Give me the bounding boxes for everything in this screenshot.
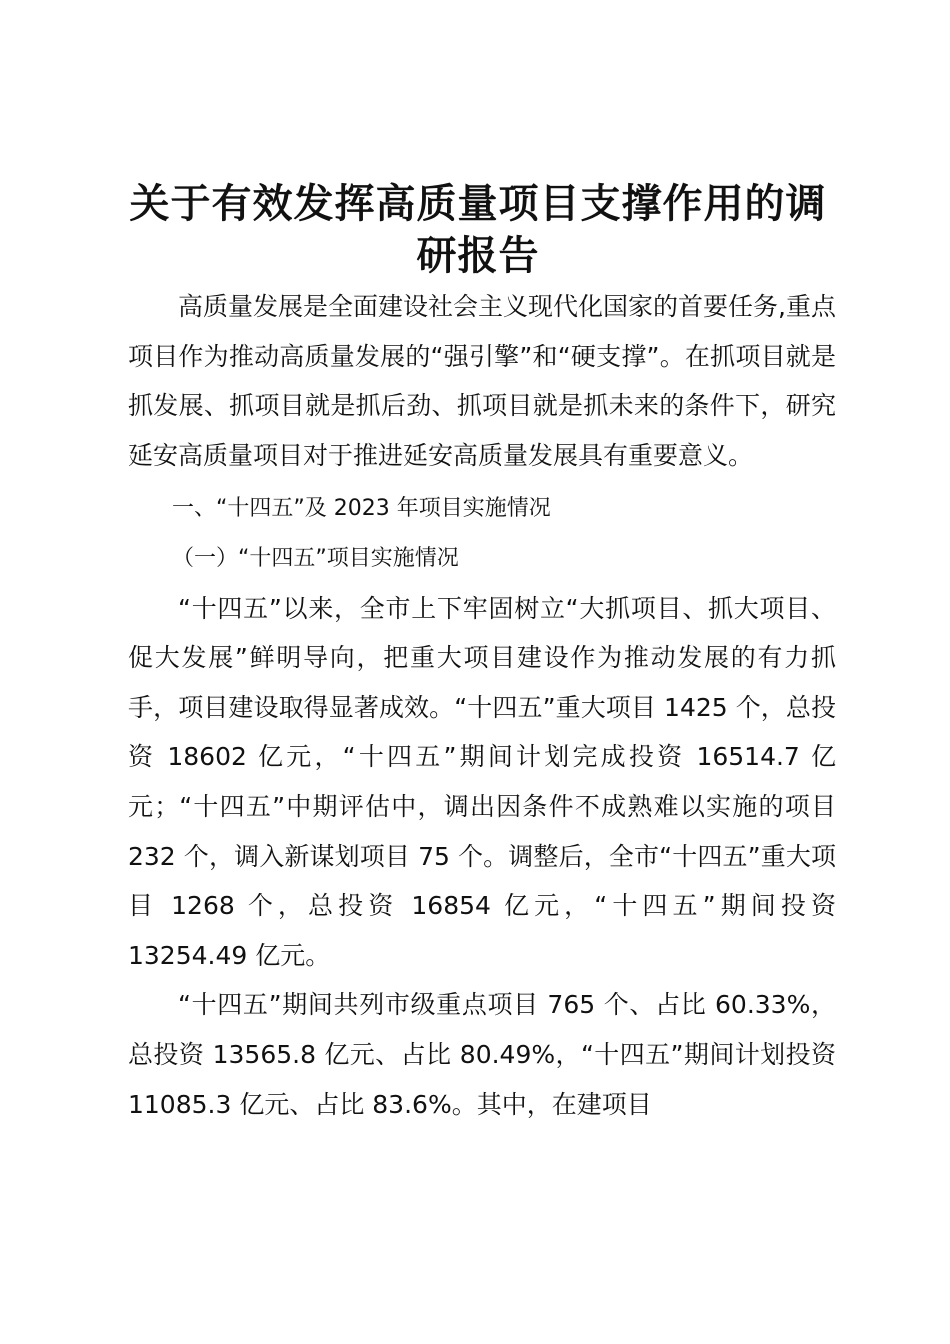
section-heading-1: 一、“十四五”及 2023 年项目实施情况 — [172, 496, 551, 522]
body-paragraph-2: “十四五”期间共列市级重点项目 765 个、占比 60.33%，总投资 13565.8 亿元、占比 80.49%，“十四五”期间计划投资 11085.3 亿元、占比 83.6%。其中，在建项目 — [128, 990, 836, 1119]
document-body — [128, 282, 836, 1129]
document-title: 关于有效发挥高质量项目支撑作用的调研报告 — [129, 180, 827, 279]
body-paragraph-1: “十四五”以来，全市上下牢固树立“大抓项目、抓大项目、促大发展”鲜明导向，把重大项目建设作为推动发展的有力抓手，项目建设取得显著成效。“十四五”重大项目 1425 个，总投资 18602 亿元，“十四五”期间计划完成投资 16514.7 亿元；“十四五”中期评估中，调出因条件不成熟难以实施的项目 232 个，调入新谋划项目 75 个。调整后，全市“十四五”重大项目 1268 个，总投资 16854 亿元，“十四五”期间投资 13254.49 亿元。 — [128, 593, 836, 970]
intro-paragraph: 高质量发展是全面建设社会主义现代化国家的首要任务,重点项目作为推动高质量发展的“强引擎”和“硬支撑”。在抓项目就是抓发展、抓项目就是抓后劲、抓项目就是抓未来的条件下，研究延安高质量项目对于推进延安高质量发展具有重要意义。 — [128, 292, 836, 470]
subsection-heading-1: （一）“十四五”项目实施情况 — [172, 545, 459, 571]
